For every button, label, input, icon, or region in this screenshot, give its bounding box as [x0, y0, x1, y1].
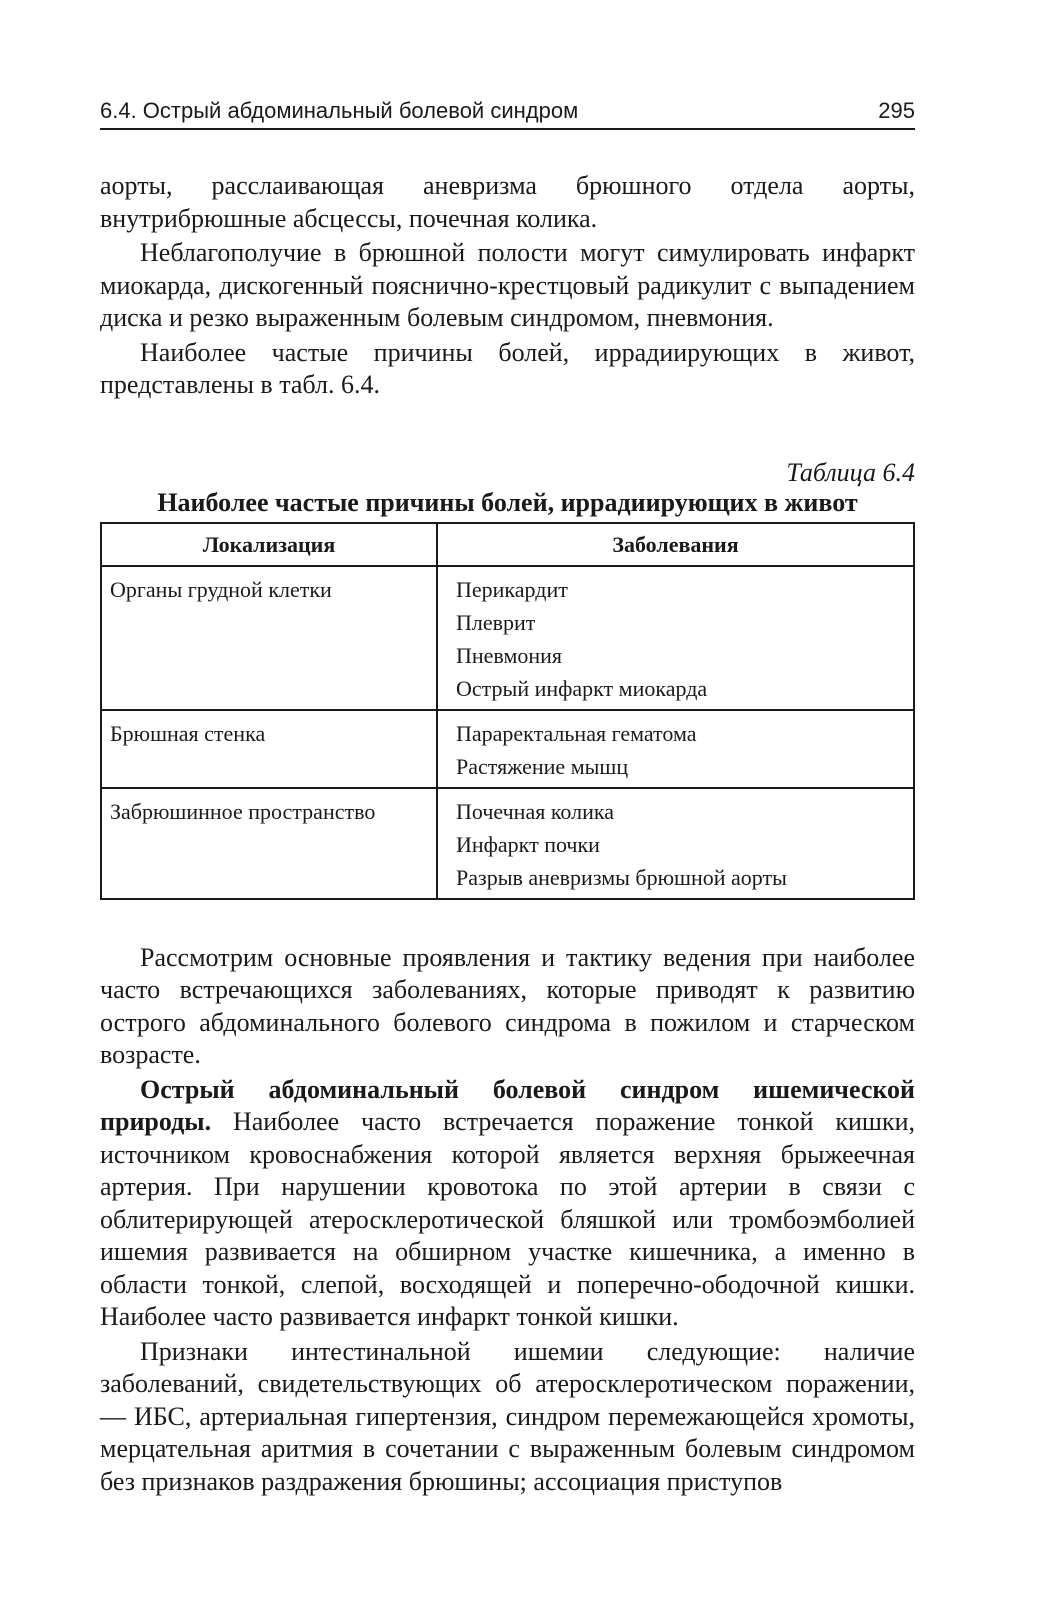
location-cell: Забрюшинное пространство [101, 788, 437, 899]
intro-paragraph: аорты, расслаивающая аневризма брюшного отдела аорты, внутрибрюшные абсцессы, почечная колика. [100, 171, 915, 233]
column-header-diseases: Заболевания [437, 523, 914, 566]
disease-item: Параректальная гематома [456, 720, 697, 746]
body-paragraph: Рассмотрим основные проявления и тактику ведения при наиболее часто встречающихся заболеваниях, которые приводят к развитию острого абдоминального болевого синдрома в пожилом и старческом возрасте. [100, 942, 915, 1069]
location-cell: Органы грудной клетки [101, 566, 437, 710]
diseases-cell [437, 710, 914, 788]
disease-item: Плеврит [456, 609, 536, 635]
diseases-cell [437, 788, 914, 899]
table-row [101, 566, 914, 710]
table-title: Наиболее частые причины болей, иррадиирующих в живот [157, 487, 858, 517]
table-header-row [101, 523, 914, 566]
section-title: 6.4. Острый абдоминальный болевой синдром [100, 98, 579, 123]
disease-item: Растяжение мышц [456, 753, 629, 779]
body-paragraph: Признаки интестинальной ишемии следующие: наличие заболеваний, свидетельствующих об атеросклеротическом поражении, — ИБС, артериальная гипертензия, синдром перемежающейся хромоты, мерцательная аритмия в сочетании с выраженным болевым синдромом без признаков раздражения брюшины; ассоциация приступов [100, 1336, 915, 1496]
disease-item: Пневмония [456, 642, 563, 668]
paragraph-heading: Острый абдоминальный болевой синдром ишемической природы. [100, 1074, 915, 1136]
table-row [101, 710, 914, 788]
disease-item: Инфаркт почки [456, 831, 600, 857]
paragraph-text: Наиболее часто встречается поражение тонкой кишки, источником кровоснабжения которой является верхняя брыжеечная артерия. При нарушении кровотока по этой артерии в связи с облитерирующей атеросклеротической бляшкой или тромбоэмболией ишемия развивается на обширном участке кишечника, а именно в области тонкой, слепой, восходящей и поперечно-ободочной кишки. Наиболее часто развивается инфаркт тонкой кишки. [100, 1107, 915, 1331]
body-paragraph [100, 1074, 915, 1334]
column-header-location: Локализация [101, 523, 437, 566]
table-number: Таблица 6.4 [786, 457, 915, 487]
disease-item: Почечная колика [456, 798, 614, 824]
disease-item: Разрыв аневризмы брюшной аорты [456, 864, 787, 890]
causes-table [100, 522, 915, 900]
disease-item: Перикардит [456, 576, 568, 602]
intro-paragraph: Наиболее частые причины болей, иррадиирующих в живот, представлены в табл. 6.4. [100, 337, 915, 399]
table-row [101, 788, 914, 899]
page-number: 295 [878, 98, 915, 123]
running-header [100, 98, 915, 130]
disease-item: Острый инфаркт миокарда [456, 675, 708, 701]
intro-paragraph: Неблагополучие в брюшной полости могут симулировать инфаркт миокарда, дискогенный пояснично-крестцовый радикулит с выпадением диска и резко выраженным болевым синдромом, пневмония. [100, 238, 915, 332]
book-page [100, 98, 915, 1498]
diseases-cell [437, 566, 914, 710]
location-cell: Брюшная стенка [101, 710, 437, 788]
